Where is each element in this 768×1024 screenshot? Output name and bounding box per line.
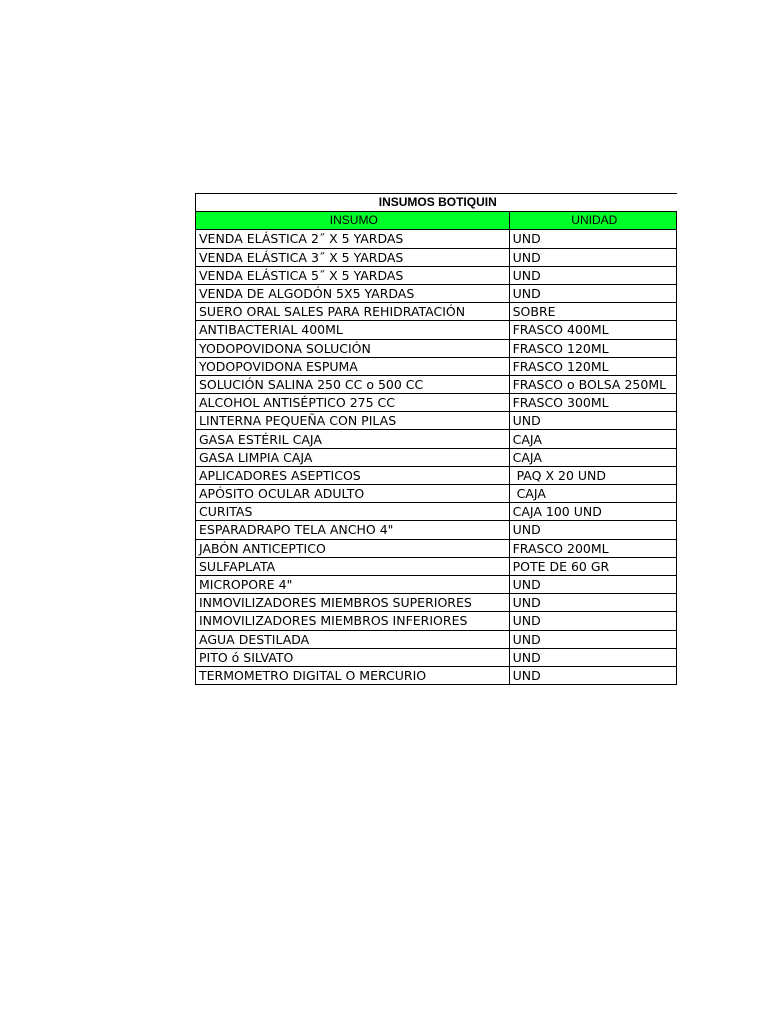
cell-insumo: YODOPOVIDONA SOLUCIÓN [196,339,510,357]
header-row [196,212,677,230]
cell-insumo: JABÓN ANTICEPTICO [196,539,510,557]
table-row [196,394,677,412]
column-header-insumo: INSUMO [196,212,510,230]
cell-insumo: ALCOHOL ANTISÉPTICO 275 CC [196,394,510,412]
cell-unidad: UND [509,412,676,430]
cell-insumo: ESPARADRAPO TELA ANCHO 4" [196,521,510,539]
cell-insumo: GASA LIMPIA CAJA [196,448,510,466]
cell-unidad: UND [509,612,676,630]
column-header-unidad: UNIDAD [509,212,676,230]
cell-insumo: CURITAS [196,503,510,521]
table-row [196,230,677,248]
table-row [196,357,677,375]
table-row [196,321,677,339]
table-row [196,339,677,357]
cell-insumo: MICROPORE 4" [196,575,510,593]
cell-unidad: FRASCO 120ML [509,357,676,375]
cell-unidad: UND [509,648,676,666]
cell-unidad: POTE DE 60 GR [509,557,676,575]
cell-unidad: PAQ X 20 UND [509,466,676,484]
table-row [196,266,677,284]
table-row [196,575,677,593]
cell-unidad: FRASCO 300ML [509,394,676,412]
table-row [196,303,677,321]
cell-unidad: FRASCO 200ML [509,539,676,557]
supplies-sheet [195,193,677,685]
cell-unidad: CAJA [509,448,676,466]
table-row [196,594,677,612]
table-row [196,412,677,430]
cell-insumo: APÓSITO OCULAR ADULTO [196,485,510,503]
cell-unidad: FRASCO 120ML [509,339,676,357]
cell-insumo: ANTIBACTERIAL 400ML [196,321,510,339]
cell-insumo: SOLUCIÓN SALINA 250 CC o 500 CC [196,375,510,393]
cell-insumo: YODOPOVIDONA ESPUMA [196,357,510,375]
cell-insumo: INMOVILIZADORES MIEMBROS INFERIORES [196,612,510,630]
cell-unidad: UND [509,630,676,648]
cell-insumo: GASA ESTÉRIL CAJA [196,430,510,448]
cell-unidad: CAJA [509,485,676,503]
cell-unidad: FRASCO 400ML [509,321,676,339]
table-row [196,666,677,684]
cell-unidad: UND [509,666,676,684]
table-row [196,539,677,557]
table-title: INSUMOS BOTIQUIN [196,194,677,212]
cell-unidad: UND [509,594,676,612]
cell-insumo: INMOVILIZADORES MIEMBROS SUPERIORES [196,594,510,612]
cell-insumo: TERMOMETRO DIGITAL O MERCURIO [196,666,510,684]
cell-unidad: UND [509,230,676,248]
cell-insumo: VENDA ELÁSTICA 5˝ X 5 YARDAS [196,266,510,284]
table-row [196,630,677,648]
table-row [196,466,677,484]
table-row [196,557,677,575]
table-row [196,375,677,393]
cell-insumo: VENDA ELÁSTICA 3˝ X 5 YARDAS [196,248,510,266]
cell-insumo: SUERO ORAL SALES PARA REHIDRATACIÓN [196,303,510,321]
cell-unidad: UND [509,248,676,266]
table-row [196,503,677,521]
cell-unidad: SOBRE [509,303,676,321]
table-row [196,284,677,302]
cell-unidad: FRASCO o BOLSA 250ML [509,375,676,393]
cell-unidad: CAJA [509,430,676,448]
cell-insumo: AGUA DESTILADA [196,630,510,648]
cell-insumo: LINTERNA PEQUEÑA CON PILAS [196,412,510,430]
cell-insumo: APLICADORES ASEPTICOS [196,466,510,484]
table-row [196,648,677,666]
cell-insumo: SULFAPLATA [196,557,510,575]
cell-unidad: UND [509,284,676,302]
cell-insumo: VENDA DE ALGODÓN 5X5 YARDAS [196,284,510,302]
supplies-table [195,193,677,685]
cell-insumo: VENDA ELÁSTICA 2˝ X 5 YARDAS [196,230,510,248]
table-row [196,521,677,539]
cell-insumo: PITO ó SILVATO [196,648,510,666]
table-row [196,448,677,466]
table-row [196,430,677,448]
cell-unidad: UND [509,521,676,539]
cell-unidad: UND [509,266,676,284]
title-row [196,194,677,212]
cell-unidad: CAJA 100 UND [509,503,676,521]
cell-unidad: UND [509,575,676,593]
table-row [196,248,677,266]
table-row [196,612,677,630]
table-row [196,485,677,503]
